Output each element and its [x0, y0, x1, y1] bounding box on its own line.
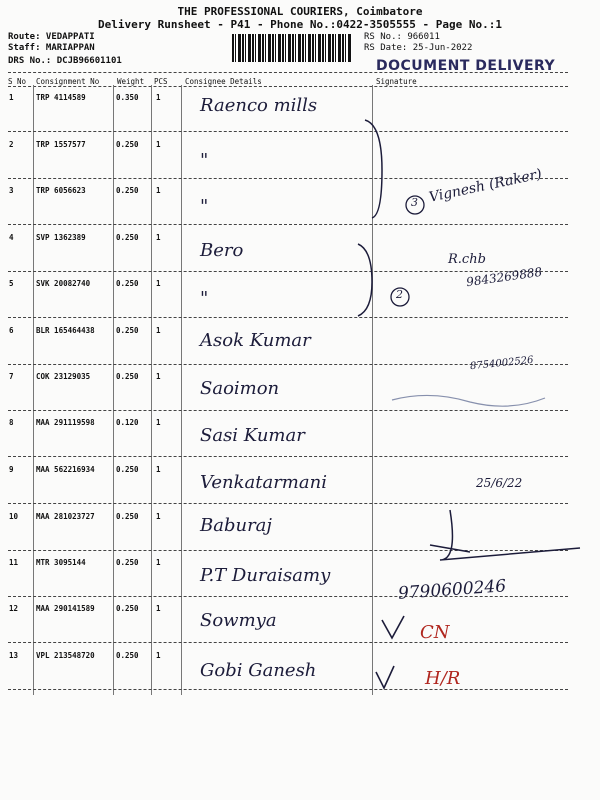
rs-date: RS Date: 25-Jun-2022 [364, 43, 473, 53]
row-pcs: 1 [156, 512, 161, 521]
signature-stroke [430, 510, 580, 560]
col-sno: S No [8, 77, 27, 86]
bracket-mark [358, 244, 372, 316]
row-consignee: " [200, 150, 209, 171]
row-consignment-no: TRP 6056623 [36, 186, 86, 195]
row-consignment-no: MAA 291119598 [36, 418, 95, 427]
row-consignment-no: TRP 4114589 [36, 93, 86, 102]
row-weight: 0.250 [116, 465, 139, 474]
row-pcs: 1 [156, 326, 161, 335]
row-weight: 0.250 [116, 651, 139, 660]
circle-number-1: 3 [411, 196, 418, 209]
phone-row6: 8754002526 [469, 354, 535, 373]
drs-number: DRS No.: DCJB96601101 [8, 56, 122, 66]
tick-mark [376, 666, 394, 688]
row-consignee: Venkatarmani [200, 472, 327, 493]
row-consignee: Saoimon [200, 378, 280, 399]
row-pcs: 1 [156, 233, 161, 242]
phone-row11: 9790600246 [397, 576, 507, 604]
row-sno: 10 [9, 512, 19, 521]
row-sno: 1 [9, 93, 14, 102]
row-pcs: 1 [156, 279, 161, 288]
row-weight: 0.250 [116, 604, 139, 613]
phone-group2: 9843269888 [465, 264, 543, 290]
row-pcs: 1 [156, 93, 161, 102]
row-weight: 0.350 [116, 93, 139, 102]
row-weight: 0.250 [116, 372, 139, 381]
row-pcs: 1 [156, 604, 161, 613]
row-consignment-no: VPL 213548720 [36, 651, 95, 660]
scribble-mark [392, 395, 545, 406]
runsheet-subtitle: Delivery Runsheet - P41 - Phone No.:0422-3505555 - Page No.:1 [98, 18, 502, 31]
row-pcs: 1 [156, 372, 161, 381]
row-consignment-no: SVK 20082740 [36, 279, 91, 288]
col-consignment: Consignment No [36, 77, 100, 86]
row-consignee: Gobi Ganesh [200, 660, 317, 681]
col-pcs: PCS [154, 77, 168, 86]
row-consignee: Baburaj [200, 515, 272, 536]
row-weight: 0.250 [116, 140, 139, 149]
row-consignment-no: COK 23129035 [36, 372, 91, 381]
mark-row12: CN [420, 622, 450, 643]
rs-number: RS No.: 966011 [364, 32, 440, 42]
row-sno: 5 [9, 279, 14, 288]
mark-row13: H/R [425, 668, 461, 689]
tick-mark [382, 616, 404, 638]
date-row9: 25/6/22 [476, 476, 523, 490]
row-consignment-no: BLR 165464438 [36, 326, 95, 335]
row-consignee: " [200, 196, 209, 217]
row-consignment-no: MTR 3095144 [36, 558, 86, 567]
document-delivery-stamp: DOCUMENT DELIVERY [376, 58, 556, 74]
row-consignee: Sasi Kumar [200, 425, 305, 446]
row-sno: 13 [9, 651, 19, 660]
row-consignee: P.T Duraisamy [200, 565, 331, 586]
route-label: Route: VEDAPPATI [8, 32, 95, 42]
row-sno: 12 [9, 604, 19, 613]
row-pcs: 1 [156, 651, 161, 660]
company-title: THE PROFESSIONAL COURIERS, Coimbatore [177, 5, 423, 18]
row-consignee: Bero [200, 240, 244, 261]
row-consignment-no: MAA 290141589 [36, 604, 95, 613]
row-pcs: 1 [156, 465, 161, 474]
row-weight: 0.250 [116, 233, 139, 242]
signature-group2: R.chb [448, 252, 486, 267]
signature-group1: Vignesh (Raker) [427, 166, 544, 206]
row-sno: 7 [9, 372, 14, 381]
row-consignee: " [200, 288, 209, 309]
row-weight: 0.250 [116, 558, 139, 567]
row-pcs: 1 [156, 140, 161, 149]
row-weight: 0.250 [116, 186, 139, 195]
row-sno: 9 [9, 465, 14, 474]
row-weight: 0.250 [116, 512, 139, 521]
col-weight: Weight [117, 77, 145, 86]
row-consignee: Sowmya [200, 610, 277, 631]
row-sno: 6 [9, 326, 14, 335]
row-weight: 0.250 [116, 326, 139, 335]
circle-number-2: 2 [396, 288, 403, 301]
col-signature: Signature [376, 77, 417, 86]
row-pcs: 1 [156, 418, 161, 427]
staff-label: Staff: MARIAPPAN [8, 43, 95, 53]
row-pcs: 1 [156, 558, 161, 567]
row-consignment-no: SVP 1362389 [36, 233, 86, 242]
row-sno: 3 [9, 186, 14, 195]
col-consignee: Consignee Details [185, 77, 262, 86]
row-sno: 11 [9, 558, 19, 567]
row-consignee: Asok Kumar [200, 330, 311, 351]
row-sno: 4 [9, 233, 14, 242]
row-sno: 8 [9, 418, 14, 427]
row-sno: 2 [9, 140, 14, 149]
row-pcs: 1 [156, 186, 161, 195]
row-weight: 0.250 [116, 279, 139, 288]
bracket-mark [365, 120, 382, 218]
row-consignment-no: MAA 562216934 [36, 465, 95, 474]
row-consignment-no: TRP 1557577 [36, 140, 86, 149]
row-consignment-no: MAA 281023727 [36, 512, 95, 521]
row-consignee: Raenco mills [200, 95, 318, 116]
row-weight: 0.120 [116, 418, 139, 427]
